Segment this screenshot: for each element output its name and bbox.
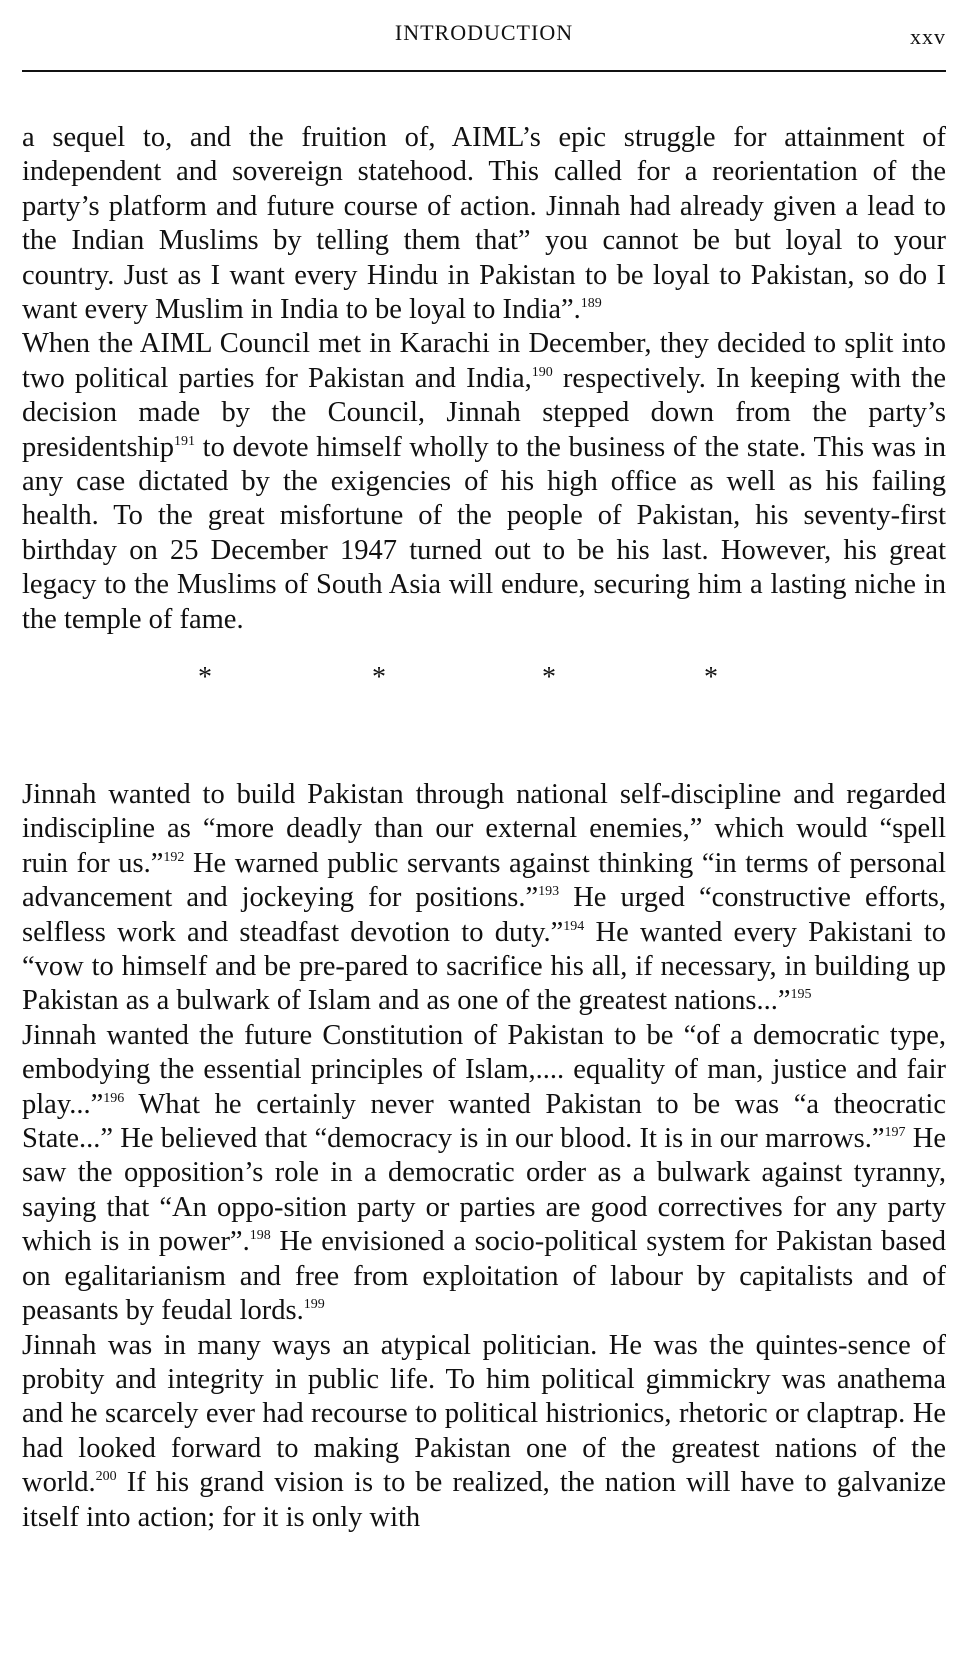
footnote-ref: 199 — [303, 1297, 325, 1313]
footnote-ref: 194 — [563, 918, 585, 934]
paragraph-text: When the AIML Council met in Karachi in December, they decided to split into two political parties for Pakistan and India, — [22, 328, 946, 394]
footnote-ref: 198 — [249, 1228, 271, 1244]
footnote-ref: 196 — [103, 1090, 125, 1106]
paragraph-text: He wanted every Pakistani to “vow to himself and be pre-pared to sacrifice his all, if necessary, in building up Pakistan as a bulwark of Islam and as one of the greatest nations...” — [22, 916, 947, 1017]
header-rule — [22, 70, 946, 72]
text-block-2 — [22, 778, 946, 1535]
separator-star: * — [542, 662, 556, 693]
separator-star: * — [198, 662, 212, 693]
separator-star: * — [372, 662, 386, 693]
footnote-ref: 200 — [95, 1469, 117, 1485]
footnote-ref: 195 — [790, 987, 812, 1003]
paragraph-text: to devote himself wholly to the business of the state. This was in any case dictated by the exigencies of his high office as well as his failing health. To the great misfortune of the people of Pakistan, his seventy-first birthday on 25 December 1947 turned out to be his last. However, his great legacy to the Muslims of South Asia will endure, securing him a lasting niche in the temple of fame. — [22, 431, 946, 635]
paragraph — [22, 1019, 946, 1329]
running-title: INTRODUCTION — [394, 20, 574, 45]
paragraph-text: Jinnah was in many ways an atypical politician. He was the quintes-sence of probity and integrity in public life. To him political gimmickry was anathema and he scarcely ever had recourse to political histrionics, rhetoric or claptrap. He had looked forward to making Pakistan one of the greatest nations of the world. — [22, 1329, 946, 1499]
paragraph-text: respectively. In keeping with the decision made by the Council, Jinnah stepped down from the party’s presidentship — [22, 362, 947, 463]
footnote-ref: 192 — [163, 849, 185, 865]
footnote-ref: 191 — [173, 433, 195, 449]
separator-star: * — [704, 662, 718, 693]
running-header — [22, 16, 946, 56]
text-block-1 — [22, 121, 946, 637]
paragraph — [22, 121, 946, 327]
paragraph — [22, 327, 946, 637]
paragraph-text: He saw the opposition’s role in a democratic order as a bulwark against tyranny, saying that “An oppo-sition party or parties are good correctives for any party which is in power”. — [22, 1123, 946, 1258]
paragraph-text: If his grand vision is to be realized, the nation will have to galvanize itself into action; for it is only with — [22, 1467, 946, 1533]
footnote-ref: 189 — [580, 296, 602, 312]
footnote-ref: 190 — [531, 364, 553, 380]
paragraph-text: a sequel to, and the fruition of, AIML’s epic struggle for attainment of independent and sovereign statehood. This called for a reorientation of the party’s platform and future course of action. Jinnah had already given a lead to the Indian Muslims by telling them that” you cannot be but loyal to your country. Just as I want every Hindu in Pakistan to be loyal to Pakistan, so do I want every Muslim in India to be loyal to India”. — [22, 122, 946, 326]
page-number: xxv — [910, 24, 946, 49]
paragraph-text: He urged “constructive efforts, selfless work and steadfast devotion to duty.” — [22, 882, 946, 948]
paragraph — [22, 778, 946, 1019]
paragraph-text: He envisioned a socio-political system for Pakistan based on egalitarianism and free from exploitation of labour by capitalists and of peasants by feudal lords. — [22, 1226, 947, 1327]
paragraph-text: What he certainly never wanted Pakistan to be was “a theocratic State...” He believed that “democracy is in our blood. It is in our marrows.” — [22, 1088, 946, 1155]
section-separator — [22, 662, 946, 692]
footnote-ref: 193 — [538, 884, 560, 900]
paragraph-text: Jinnah wanted the future Constitution of Pakistan to be “of a democratic type, embodying the essential principles of Islam,.... equality of man, justice and fair play...” — [22, 1019, 946, 1120]
paragraph — [22, 1329, 946, 1535]
paragraph-text: Jinnah wanted to build Pakistan through national self-discipline and regarded indiscipline as “more deadly than our external enemies,” which would “spell ruin for us.” — [22, 779, 946, 879]
footnote-ref: 197 — [884, 1125, 906, 1141]
paragraph-text: He warned public servants against thinking “in terms of personal advancement and jockeying for positions.” — [22, 847, 946, 914]
